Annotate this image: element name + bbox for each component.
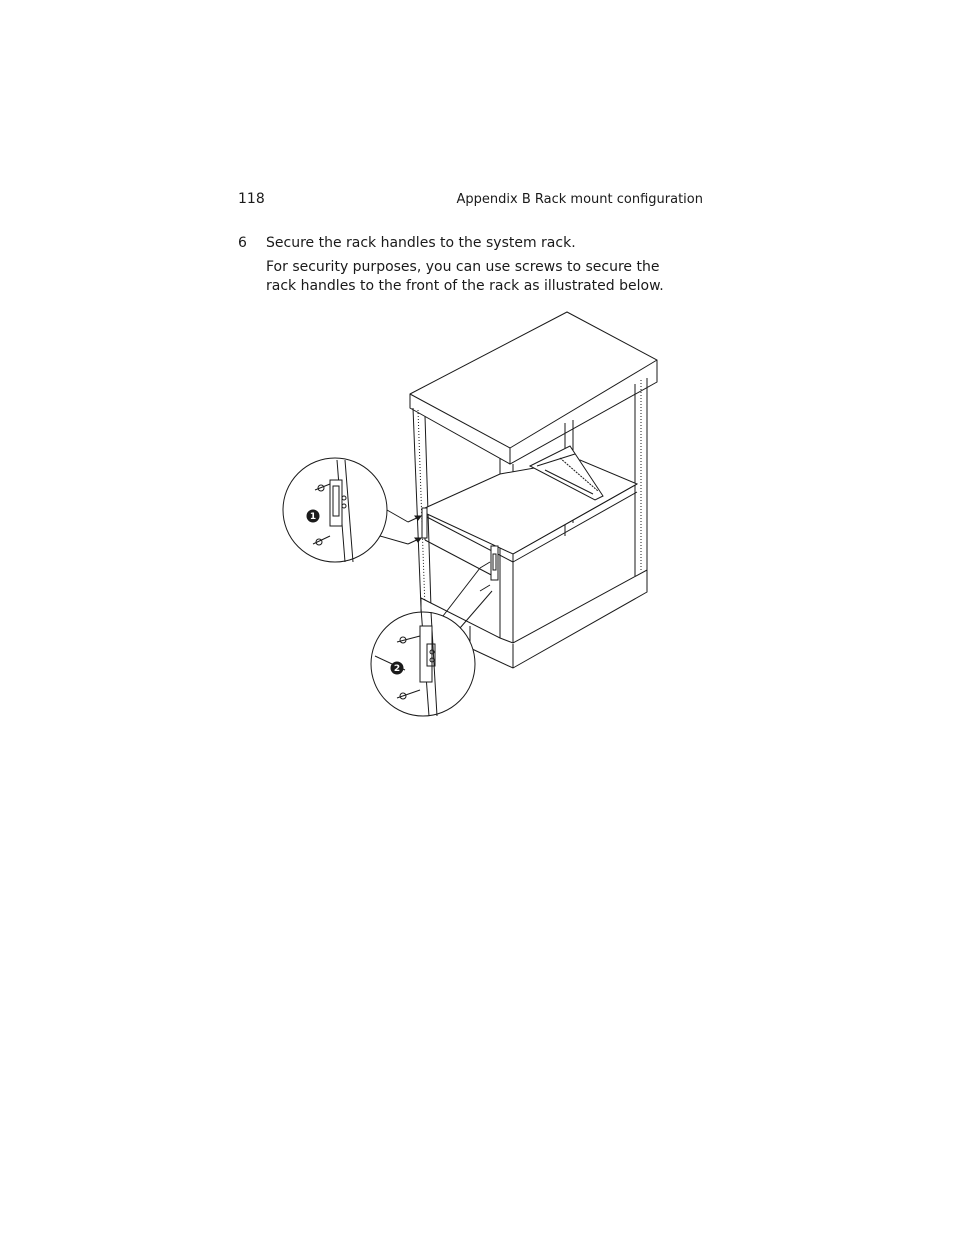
step-number: 6	[238, 235, 247, 251]
detail-circle-1	[283, 458, 408, 562]
step-paragraph: For security purposes, you can use screws to secure the rack handles to the front of the rack as illustrated below.	[266, 259, 664, 294]
rack-handle-front-right	[491, 546, 498, 580]
page-number: 118	[238, 191, 265, 207]
rack-top	[410, 312, 657, 464]
server-chassis	[425, 460, 637, 578]
rack-handle-front-left	[422, 508, 427, 538]
rack-handle-illustration	[275, 308, 665, 718]
step-text: Secure the rack handles to the system rack.	[266, 235, 576, 251]
callout-2: 2	[393, 664, 401, 674]
callout-1: 1	[309, 512, 317, 522]
running-header: Appendix B Rack mount configuration	[456, 192, 703, 207]
